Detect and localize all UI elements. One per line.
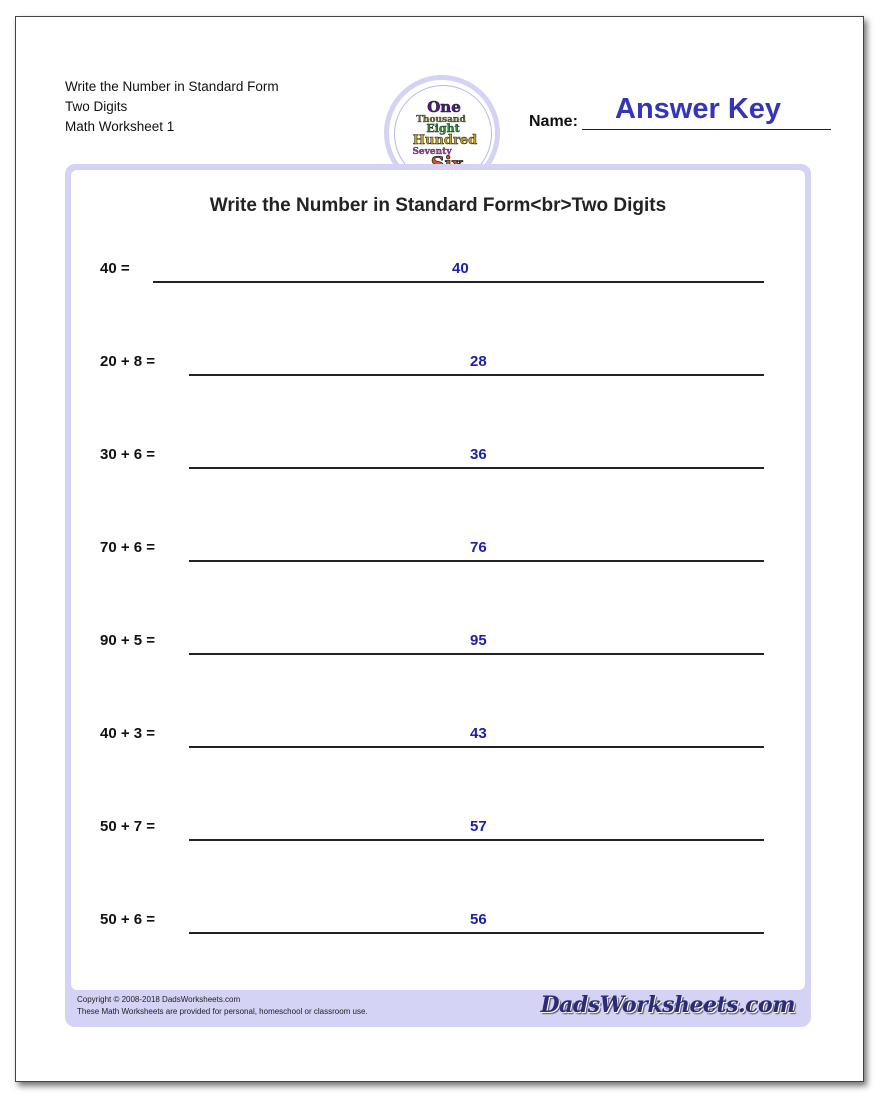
name-field[interactable] xyxy=(529,93,831,133)
answer-line[interactable] xyxy=(153,281,764,283)
logo-word-1: One xyxy=(427,98,461,116)
answer-line[interactable] xyxy=(189,467,764,469)
problem-row xyxy=(71,260,805,290)
problem-row xyxy=(71,353,805,383)
problem-row xyxy=(71,539,805,569)
problem-row xyxy=(71,632,805,662)
answer-line[interactable] xyxy=(189,560,764,562)
problem-question: 30 + 6 = xyxy=(100,446,156,463)
problem-row xyxy=(71,911,805,941)
worksheet-page xyxy=(15,16,864,1082)
problem-answer: 28 xyxy=(470,353,487,370)
header-lines xyxy=(65,77,279,137)
logo-word-3: Eight xyxy=(426,122,460,135)
name-label: Name: xyxy=(529,113,578,130)
answer-line[interactable] xyxy=(189,746,764,748)
problem-question: 20 + 8 = xyxy=(100,353,156,370)
problem-answer: 36 xyxy=(470,446,487,463)
worksheet-panel xyxy=(65,164,811,1027)
problem-answer: 40 xyxy=(452,260,469,277)
name-underline xyxy=(582,129,831,130)
logo-word-4: Hundred xyxy=(412,133,478,148)
problem-row xyxy=(71,725,805,755)
answer-line[interactable] xyxy=(189,653,764,655)
answer-line[interactable] xyxy=(189,932,764,934)
problem-answer: 76 xyxy=(470,539,487,556)
problem-question: 40 + 3 = xyxy=(100,725,156,742)
usage-notice: These Math Worksheets are provided for personal, homeschool or classroom use. xyxy=(77,1007,368,1016)
problem-question: 50 + 6 = xyxy=(100,911,156,928)
logo-word-5: Seventy xyxy=(412,147,452,157)
header-worksheet-number: Math Worksheet 1 xyxy=(65,119,175,134)
problem-answer: 56 xyxy=(470,911,487,928)
problem-question: 70 + 6 = xyxy=(100,539,156,556)
problem-answer: 95 xyxy=(470,632,487,649)
header-subtitle: Two Digits xyxy=(65,99,128,114)
problem-answer: 57 xyxy=(470,818,487,835)
problem-row xyxy=(71,446,805,476)
problem-question: 40 = xyxy=(100,260,130,277)
header-title: Write the Number in Standard Form xyxy=(65,79,279,94)
footer-text xyxy=(77,994,368,1018)
problem-row xyxy=(71,818,805,848)
answer-line[interactable] xyxy=(189,839,764,841)
answer-line[interactable] xyxy=(189,374,764,376)
answer-key-label: Answer Key xyxy=(615,93,782,125)
problem-question: 50 + 7 = xyxy=(100,818,156,835)
problem-answer: 43 xyxy=(470,725,487,742)
worksheet-panel-inner xyxy=(71,170,805,990)
worksheet-title: Write the Number in Standard Form<br>Two Digits xyxy=(209,195,667,216)
logo-word-2: Thousand xyxy=(416,115,466,125)
brand-logo: DadsWorksheets.com xyxy=(540,992,795,1018)
problem-question: 90 + 5 = xyxy=(100,632,156,649)
copyright-text: Copyright © 2008-2018 DadsWorksheets.com xyxy=(77,995,241,1004)
